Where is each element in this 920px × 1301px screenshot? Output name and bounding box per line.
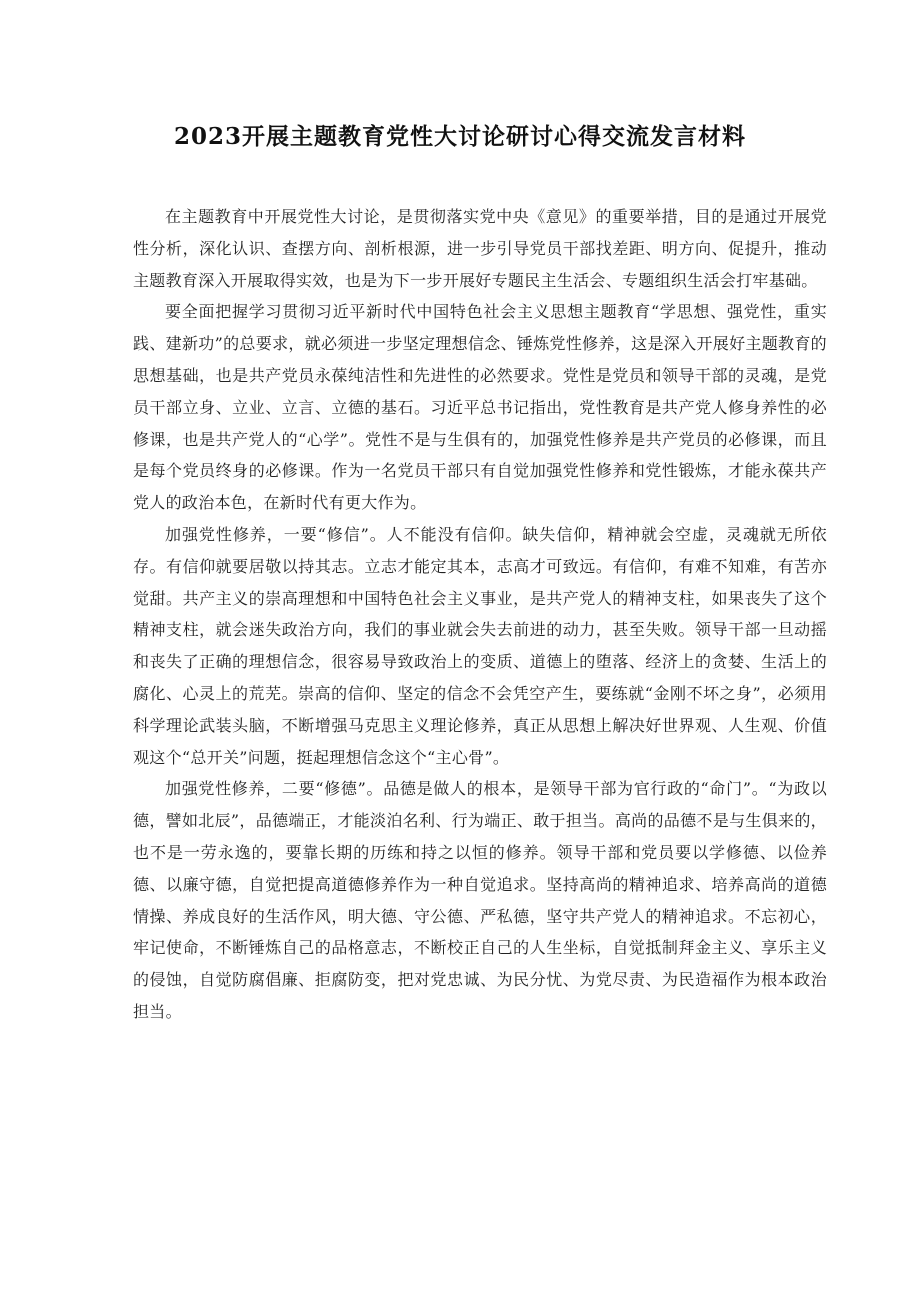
- document-title: 2023开展主题教育党性大讨论研讨心得交流发言材料: [173, 123, 746, 150]
- document-body: [133, 201, 827, 1028]
- paragraph-virtue: 加强党性修养，二要“修德”。品德是做人的根本，是领导干部为官行政的“命门”。“为政以德，譬如北辰”，品德端正，才能淡泊名利、行为端正、敢于担当。高尚的品德不是与生俱来的，也不是一劳永逸的，要靠长期的历练和持之以恒的修养。领导干部和党员要以学修德、以俭养德、以廉守德，自觉把提高道德修养作为一种自觉追求。坚持高尚的精神追求、培养高尚的道德情操、养成良好的生活作风，明大德、守公德、严私德，坚守共产党人的精神追求。不忘初心，牢记使命，不断锤炼自己的品格意志，不断校正自己的人生坐标，自觉抵制拜金主义、享乐主义的侵蚀，自觉防腐倡廉、拒腐防变，把对党忠诚、为民分忧、为党尽责、为民造福作为根本政治担当。: [133, 779, 827, 1021]
- paragraph-requirements: 要全面把握学习贯彻习近平新时代中国特色社会主义思想主题教育“学思想、强党性，重实践、建新功”的总要求，就必须进一步坚定理想信念、锤炼党性修养，这是深入开展好主题教育的思想基础，也是共产党员永葆纯洁性和先进性的必然要求。党性是党员和领导干部的灵魂，是党员干部立身、立业、立言、立德的基石。习近平总书记指出，党性教育是共产党人修身养性的必修课，也是共产党人的“心学”。党性不是与生俱有的，加强党性修养是共产党员的必修课，而且是每个党员终身的必修课。作为一名党员干部只有自觉加强党性修养和党性锻炼，才能永葆共产党人的政治本色，在新时代有更大作为。: [133, 302, 827, 513]
- paragraph-faith: 加强党性修养，一要“修信”。人不能没有信仰。缺失信仰，精神就会空虚，灵魂就无所依存。有信仰就要居敬以持其志。立志才能定其本，志高才可致远。有信仰，有难不知难，有苦亦觉甜。共产主义的崇高理想和中国特色社会主义事业，是共产党人的精神支柱，如果丧失了这个精神支柱，就会迷失政治方向，我们的事业就会失去前进的动力，甚至失败。领导干部一旦动摇和丧失了正确的理想信念，很容易导致政治上的变质、道德上的堕落、经济上的贪婪、生活上的腐化、心灵上的荒芜。崇高的信仰、坚定的信念不会凭空产生，要练就“金刚不坏之身”，必须用科学理论武装头脑，不断增强马克思主义理论修养，真正从思想上解决好世界观、人生观、价值观这个“总开关”问题，挺起理想信念这个“主心骨”。: [133, 524, 827, 767]
- paragraph-intro: 在主题教育中开展党性大讨论，是贯彻落实党中央《意见》的重要举措，目的是通过开展党性分析，深化认识、查摆方向、剖析根源，进一步引导党员干部找差距、明方向、促提升，推动主题教育深入开展取得实效，也是为下一步开展好专题民主生活会、专题组织生活会打牢基础。: [133, 207, 827, 290]
